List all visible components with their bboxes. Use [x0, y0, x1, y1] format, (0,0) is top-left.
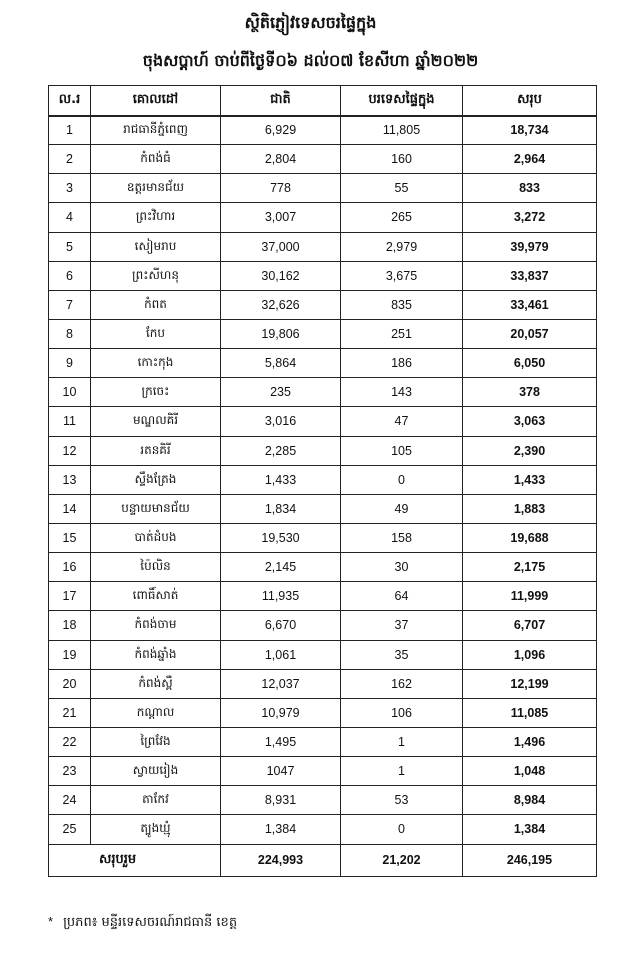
- row-province: ស្ទឹងត្រែង: [91, 465, 221, 494]
- table-row: [49, 232, 597, 261]
- table-row: [49, 203, 597, 232]
- row-total: 33,837: [463, 261, 597, 290]
- row-national: 6,929: [221, 116, 341, 145]
- row-total: 18,734: [463, 116, 597, 145]
- row-province: ឧត្តរមានជ័យ: [91, 174, 221, 203]
- row-national: 2,145: [221, 553, 341, 582]
- table-row: [49, 815, 597, 844]
- row-national: 32,626: [221, 290, 341, 319]
- row-foreign: 0: [341, 815, 463, 844]
- row-province: ប៉ៃលិន: [91, 553, 221, 582]
- row-total: 8,984: [463, 786, 597, 815]
- row-number: 11: [49, 407, 91, 436]
- row-national: 37,000: [221, 232, 341, 261]
- row-foreign: 55: [341, 174, 463, 203]
- document-title: ស្ថិតិភ្ញៀវទេសចរផ្ទៃក្នុង: [244, 13, 377, 32]
- row-total: 2,175: [463, 553, 597, 582]
- source-asterisk: *: [48, 914, 54, 929]
- row-number: 20: [49, 669, 91, 698]
- row-number: 22: [49, 727, 91, 756]
- row-province: ស្វាយរៀង: [91, 757, 221, 786]
- row-province: បន្ទាយមានជ័យ: [91, 494, 221, 523]
- row-total: 833: [463, 174, 597, 203]
- row-number: 4: [49, 203, 91, 232]
- row-total: 19,688: [463, 523, 597, 552]
- row-national: 5,864: [221, 349, 341, 378]
- row-number: 10: [49, 378, 91, 407]
- row-total: 1,496: [463, 727, 597, 756]
- row-number: 16: [49, 553, 91, 582]
- row-province: កំពត: [91, 290, 221, 319]
- row-total: 6,707: [463, 611, 597, 640]
- header-no: ល.រ: [49, 86, 91, 116]
- row-number: 15: [49, 523, 91, 552]
- row-number: 25: [49, 815, 91, 844]
- row-number: 21: [49, 698, 91, 727]
- row-total: 3,063: [463, 407, 597, 436]
- row-total: 3,272: [463, 203, 597, 232]
- summary-foreign: 21,202: [341, 844, 463, 876]
- row-province: កំពង់ធំ: [91, 145, 221, 174]
- row-total: 1,096: [463, 640, 597, 669]
- row-national: 2,285: [221, 436, 341, 465]
- table-row: [49, 582, 597, 611]
- row-province: សៀមរាប: [91, 232, 221, 261]
- row-number: 19: [49, 640, 91, 669]
- table-row: [49, 494, 597, 523]
- table-row: [49, 290, 597, 319]
- row-number: 9: [49, 349, 91, 378]
- table-row: [49, 116, 597, 145]
- row-foreign: 3,675: [341, 261, 463, 290]
- row-foreign: 49: [341, 494, 463, 523]
- row-national: 1,384: [221, 815, 341, 844]
- table-row: [49, 757, 597, 786]
- table-row: [49, 145, 597, 174]
- row-province: ពោធិ៍សាត់: [91, 582, 221, 611]
- row-national: 235: [221, 378, 341, 407]
- row-national: 6,670: [221, 611, 341, 640]
- table-row: [49, 698, 597, 727]
- row-total: 39,979: [463, 232, 597, 261]
- row-number: 13: [49, 465, 91, 494]
- row-foreign: 2,979: [341, 232, 463, 261]
- row-total: 1,048: [463, 757, 597, 786]
- row-foreign: 162: [341, 669, 463, 698]
- row-province: ក្រចេះ: [91, 378, 221, 407]
- row-foreign: 835: [341, 290, 463, 319]
- table-row: [49, 640, 597, 669]
- row-province: កំពង់ស្ពឺ: [91, 669, 221, 698]
- row-number: 14: [49, 494, 91, 523]
- row-foreign: 47: [341, 407, 463, 436]
- row-province: ត្បូងឃ្មុំ: [91, 815, 221, 844]
- row-total: 2,964: [463, 145, 597, 174]
- row-total: 1,883: [463, 494, 597, 523]
- row-province: បាត់ដំបង: [91, 523, 221, 552]
- table-row: [49, 349, 597, 378]
- row-foreign: 0: [341, 465, 463, 494]
- row-national: 12,037: [221, 669, 341, 698]
- row-national: 3,016: [221, 407, 341, 436]
- row-total: 20,057: [463, 319, 597, 348]
- row-total: 6,050: [463, 349, 597, 378]
- row-national: 1,061: [221, 640, 341, 669]
- row-total: 378: [463, 378, 597, 407]
- source-text: ប្រភព៖ មន្ទីរទេសចរណ៍រាជធានី ខេត្ត: [63, 915, 238, 930]
- row-national: 11,935: [221, 582, 341, 611]
- row-national: 1,495: [221, 727, 341, 756]
- row-national: 19,530: [221, 523, 341, 552]
- row-province: រតនគិរី: [91, 436, 221, 465]
- row-number: 17: [49, 582, 91, 611]
- row-foreign: 30: [341, 553, 463, 582]
- table-row: [49, 523, 597, 552]
- header-foreign: បរទេសផ្ទៃក្នុង: [341, 86, 463, 116]
- row-province: កោះកុង: [91, 349, 221, 378]
- row-total: 12,199: [463, 669, 597, 698]
- source-note: [48, 914, 237, 933]
- row-foreign: 1: [341, 757, 463, 786]
- row-number: 12: [49, 436, 91, 465]
- table-row: [49, 261, 597, 290]
- row-number: 3: [49, 174, 91, 203]
- row-foreign: 160: [341, 145, 463, 174]
- row-foreign: 265: [341, 203, 463, 232]
- table-row: [49, 319, 597, 348]
- table-row: [49, 553, 597, 582]
- row-province: កណ្តាល: [91, 698, 221, 727]
- row-foreign: 105: [341, 436, 463, 465]
- row-province: មណ្ឌលគិរី: [91, 407, 221, 436]
- table-header-row: [49, 86, 597, 116]
- table-row: [49, 436, 597, 465]
- row-national: 30,162: [221, 261, 341, 290]
- row-total: 1,433: [463, 465, 597, 494]
- row-number: 6: [49, 261, 91, 290]
- header-destination: គោលដៅ: [91, 86, 221, 116]
- row-province: រាជធានីភ្នំពេញ: [91, 116, 221, 145]
- table-row: [49, 669, 597, 698]
- row-number: 2: [49, 145, 91, 174]
- row-total: 11,999: [463, 582, 597, 611]
- row-foreign: 35: [341, 640, 463, 669]
- row-province: កំពង់ឆ្នាំង: [91, 640, 221, 669]
- row-total: 2,390: [463, 436, 597, 465]
- row-province: កែប: [91, 319, 221, 348]
- row-province: ព្រះវិហារ: [91, 203, 221, 232]
- row-national: 3,007: [221, 203, 341, 232]
- document-subtitle: ចុងសប្តាហ៍ ចាប់ពីថ្ងៃទី០៦ ដល់០៧ ខែសីហា ឆ្នាំ២០២២: [142, 51, 479, 70]
- row-national: 19,806: [221, 319, 341, 348]
- row-foreign: 37: [341, 611, 463, 640]
- row-number: 1: [49, 116, 91, 145]
- row-number: 23: [49, 757, 91, 786]
- row-foreign: 106: [341, 698, 463, 727]
- table-body: [49, 116, 597, 845]
- header-total: សរុប: [463, 86, 597, 116]
- row-number: 5: [49, 232, 91, 261]
- table-row: [49, 378, 597, 407]
- table-row: [49, 174, 597, 203]
- summary-national: 224,993: [221, 844, 341, 876]
- row-number: 7: [49, 290, 91, 319]
- row-number: 24: [49, 786, 91, 815]
- table-row: [49, 786, 597, 815]
- row-province: កំពង់ចាម: [91, 611, 221, 640]
- row-total: 11,085: [463, 698, 597, 727]
- row-foreign: 64: [341, 582, 463, 611]
- row-number: 18: [49, 611, 91, 640]
- row-province: តាកែវ: [91, 786, 221, 815]
- row-total: 33,461: [463, 290, 597, 319]
- row-foreign: 158: [341, 523, 463, 552]
- row-foreign: 186: [341, 349, 463, 378]
- table-row: [49, 611, 597, 640]
- row-province: ព្រៃវែង: [91, 727, 221, 756]
- row-province: ព្រះសីហនុ: [91, 261, 221, 290]
- row-foreign: 11,805: [341, 116, 463, 145]
- summary-row: [49, 844, 597, 876]
- row-national: 1047: [221, 757, 341, 786]
- row-foreign: 251: [341, 319, 463, 348]
- table-row: [49, 407, 597, 436]
- table-row: [49, 465, 597, 494]
- summary-total: 246,195: [463, 844, 597, 876]
- row-national: 10,979: [221, 698, 341, 727]
- row-national: 778: [221, 174, 341, 203]
- row-national: 2,804: [221, 145, 341, 174]
- row-foreign: 1: [341, 727, 463, 756]
- row-total: 1,384: [463, 815, 597, 844]
- row-foreign: 143: [341, 378, 463, 407]
- row-national: 1,834: [221, 494, 341, 523]
- summary-label: សរុបរួម: [49, 844, 221, 876]
- row-number: 8: [49, 319, 91, 348]
- row-foreign: 53: [341, 786, 463, 815]
- table-row: [49, 727, 597, 756]
- header-national: ជាតិ: [221, 86, 341, 116]
- tourist-statistics-table: [48, 85, 597, 877]
- row-national: 1,433: [221, 465, 341, 494]
- row-national: 8,931: [221, 786, 341, 815]
